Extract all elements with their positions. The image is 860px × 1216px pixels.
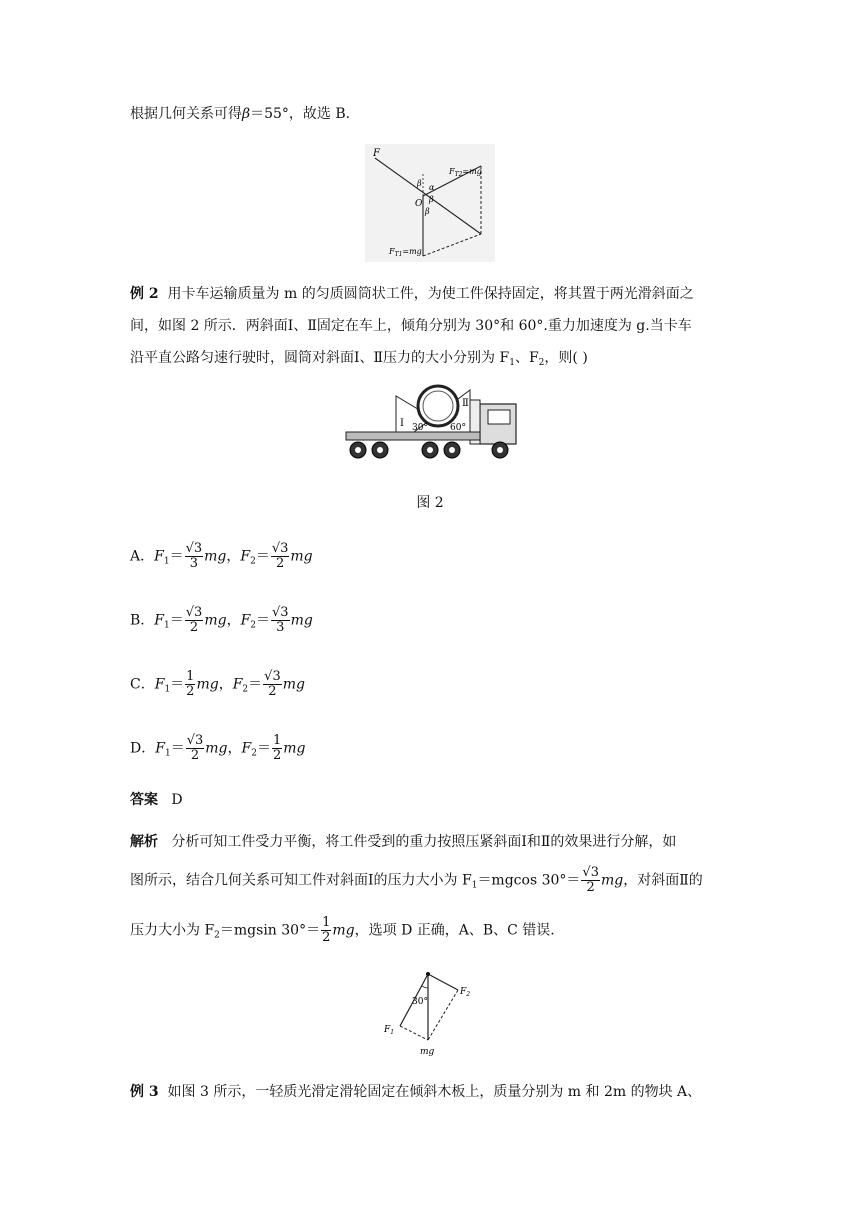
svg-text:F2: $F_2$: [460, 987, 471, 998]
option-b-frac2: $\frac{√3}{3}$: [272, 605, 289, 635]
option-d[interactable]: D．$F_1=$ $\frac{√3}{2}$ mg，$F_2=$ $\frac{1}{2}$ mg: [130, 733, 306, 763]
example2-label: 例 2: [130, 286, 159, 302]
option-c-letter: C．: [130, 676, 155, 693]
option-c-frac1: $\frac{1}{2}$: [186, 669, 195, 699]
angle-label-30: 30°: [412, 423, 428, 433]
analysis-text3a: 压力大小为 F: [130, 922, 215, 939]
option-b-letter: B．: [130, 612, 155, 629]
fig1-beta-3: β: [425, 207, 430, 216]
conclusion-text: 根据几何关系可得: [130, 106, 242, 122]
example2-line3: 沿平直公路匀速行驶时，圆筒对斜面Ⅰ、Ⅱ压力的大小分别为 $F_1$、$F_2$，则( ): [130, 350, 588, 368]
angle-label-60: 60°: [450, 423, 466, 433]
fig3-F2: F: [460, 987, 467, 997]
force-diagram-3: [378, 968, 478, 1062]
fig1-beta-1: β: [417, 179, 422, 188]
fig3-mg: mg: [420, 1047, 435, 1057]
fig1-alpha: α: [429, 183, 435, 192]
example2-line1: [130, 284, 740, 304]
example3-label: 例 3: [130, 1084, 159, 1100]
option-b[interactable]: B．$F_1=$ $\frac{√3}{2}$ mg，$F_2=$ $\frac{√3}{3}$ mg: [130, 605, 313, 635]
analysis-frac2: $\frac{1}{2}$: [322, 915, 331, 945]
slope-label-1: Ⅰ: [400, 418, 404, 429]
option-d-frac1: $\frac{√3}{2}$: [186, 733, 204, 763]
analysis-text3c: ，选项 D 正确，A、B、C 错误.: [354, 922, 555, 939]
example3-line: [130, 1082, 740, 1102]
option-b-frac1: $\frac{√3}{2}$: [185, 605, 203, 635]
fig1-FT1: F: [389, 247, 395, 256]
fig1-FT2-sub: T2: [454, 171, 463, 178]
fig1-O: O: [415, 199, 423, 209]
conclusion-line: [130, 104, 740, 124]
truck-figure: [338, 376, 524, 464]
fig3-angle: 30°: [412, 997, 428, 1007]
analysis-text2c: ，对斜面Ⅱ的: [623, 872, 703, 889]
figure2-caption: 图 2: [416, 495, 444, 511]
analysis-text1: 分析可知工件受力平衡，将工件受到的重力按照压紧斜面Ⅰ和Ⅱ的效果进行分解，如: [171, 834, 677, 850]
fig3-F1: F: [384, 1025, 391, 1035]
option-c[interactable]: C．$F_1=$ $\frac{1}{2}$ mg，$F_2=$ $\frac{√3}{2}$ mg: [130, 669, 305, 699]
analysis-line3: 压力大小为 $F_2=mgsin$ 30°＝ $\frac{1}{2}$ mg，选项 D 正确，A、B、C 错误.: [130, 915, 555, 945]
option-a-frac1: $\frac{√3}{3}$: [185, 541, 203, 571]
option-d-frac2: $\frac{1}{2}$: [272, 733, 282, 763]
analysis-frac1: $\frac{√3}{2}$: [582, 865, 599, 895]
option-d-letter: D．: [130, 740, 156, 757]
analysis-line2: 图所示，结合几何关系可知工件对斜面Ⅰ的压力大小为 $F_1=mgcos$ 30°＝ $\frac{√3}{2}$ mg，对斜面Ⅱ的: [130, 865, 703, 895]
analysis-label: 解析: [130, 834, 158, 850]
analysis-text2b: ＝mgcos 30°＝: [477, 872, 581, 889]
fig1-FT1-sub: T1: [394, 251, 403, 258]
example2-text1: 用卡车运输质量为 m 的匀质圆筒状工件，为使工件保持固定，将其置于两光滑斜面之: [167, 286, 694, 302]
option-c-frac2: $\frac{√3}{2}$: [264, 669, 281, 699]
option-a-frac2: $\frac{√3}{2}$: [271, 541, 289, 571]
force-diagram-1: [365, 144, 495, 262]
analysis-line1: [130, 832, 740, 852]
fig1-FT2: F: [449, 167, 455, 176]
fig1-beta-2: β: [429, 195, 434, 204]
analysis-text3b: ＝mgsin 30°＝: [219, 922, 321, 939]
beta-symbol: β: [242, 106, 251, 122]
example2-text3a: 沿平直公路匀速行驶时，圆筒对斜面Ⅰ、Ⅱ压力的大小分别为 F: [130, 350, 510, 366]
fig1-FT1-eq: =mg: [402, 247, 422, 256]
option-a[interactable]: A．$F_1=$ $\frac{√3}{3}$ mg，$F_2=$ $\frac{√3}{2}$ mg: [130, 541, 313, 571]
option-a-letter: A．: [130, 548, 155, 565]
analysis-text2a: 图所示，结合几何关系可知工件对斜面Ⅰ的压力大小为 F: [130, 872, 472, 889]
example2-line2: [130, 316, 740, 336]
conclusion-value: ＝55°，故选 B.: [250, 106, 351, 122]
example2-text2: 间，如图 2 所示．两斜面Ⅰ、Ⅱ固定在车上，倾角分别为 30°和 60°.重力加速度为 g.当卡车: [130, 318, 692, 334]
svg-text:F1: $F_1$: [384, 1025, 395, 1036]
example3-text: 如图 3 所示，一轻质光滑定滑轮固定在倾斜木板上，质量分别为 m 和 2m 的物块 A、: [167, 1084, 702, 1100]
example2-text3b: 、F: [514, 350, 539, 366]
fig1-FT2-eq: =mg: [462, 167, 482, 176]
answer-line: [130, 790, 740, 810]
fig1-F: F: [373, 148, 380, 159]
example2-text3c: ，则( ): [544, 350, 588, 366]
answer-value: D: [171, 792, 183, 808]
answer-label: 答案: [130, 792, 158, 808]
slope-label-2: Ⅱ: [462, 398, 469, 409]
